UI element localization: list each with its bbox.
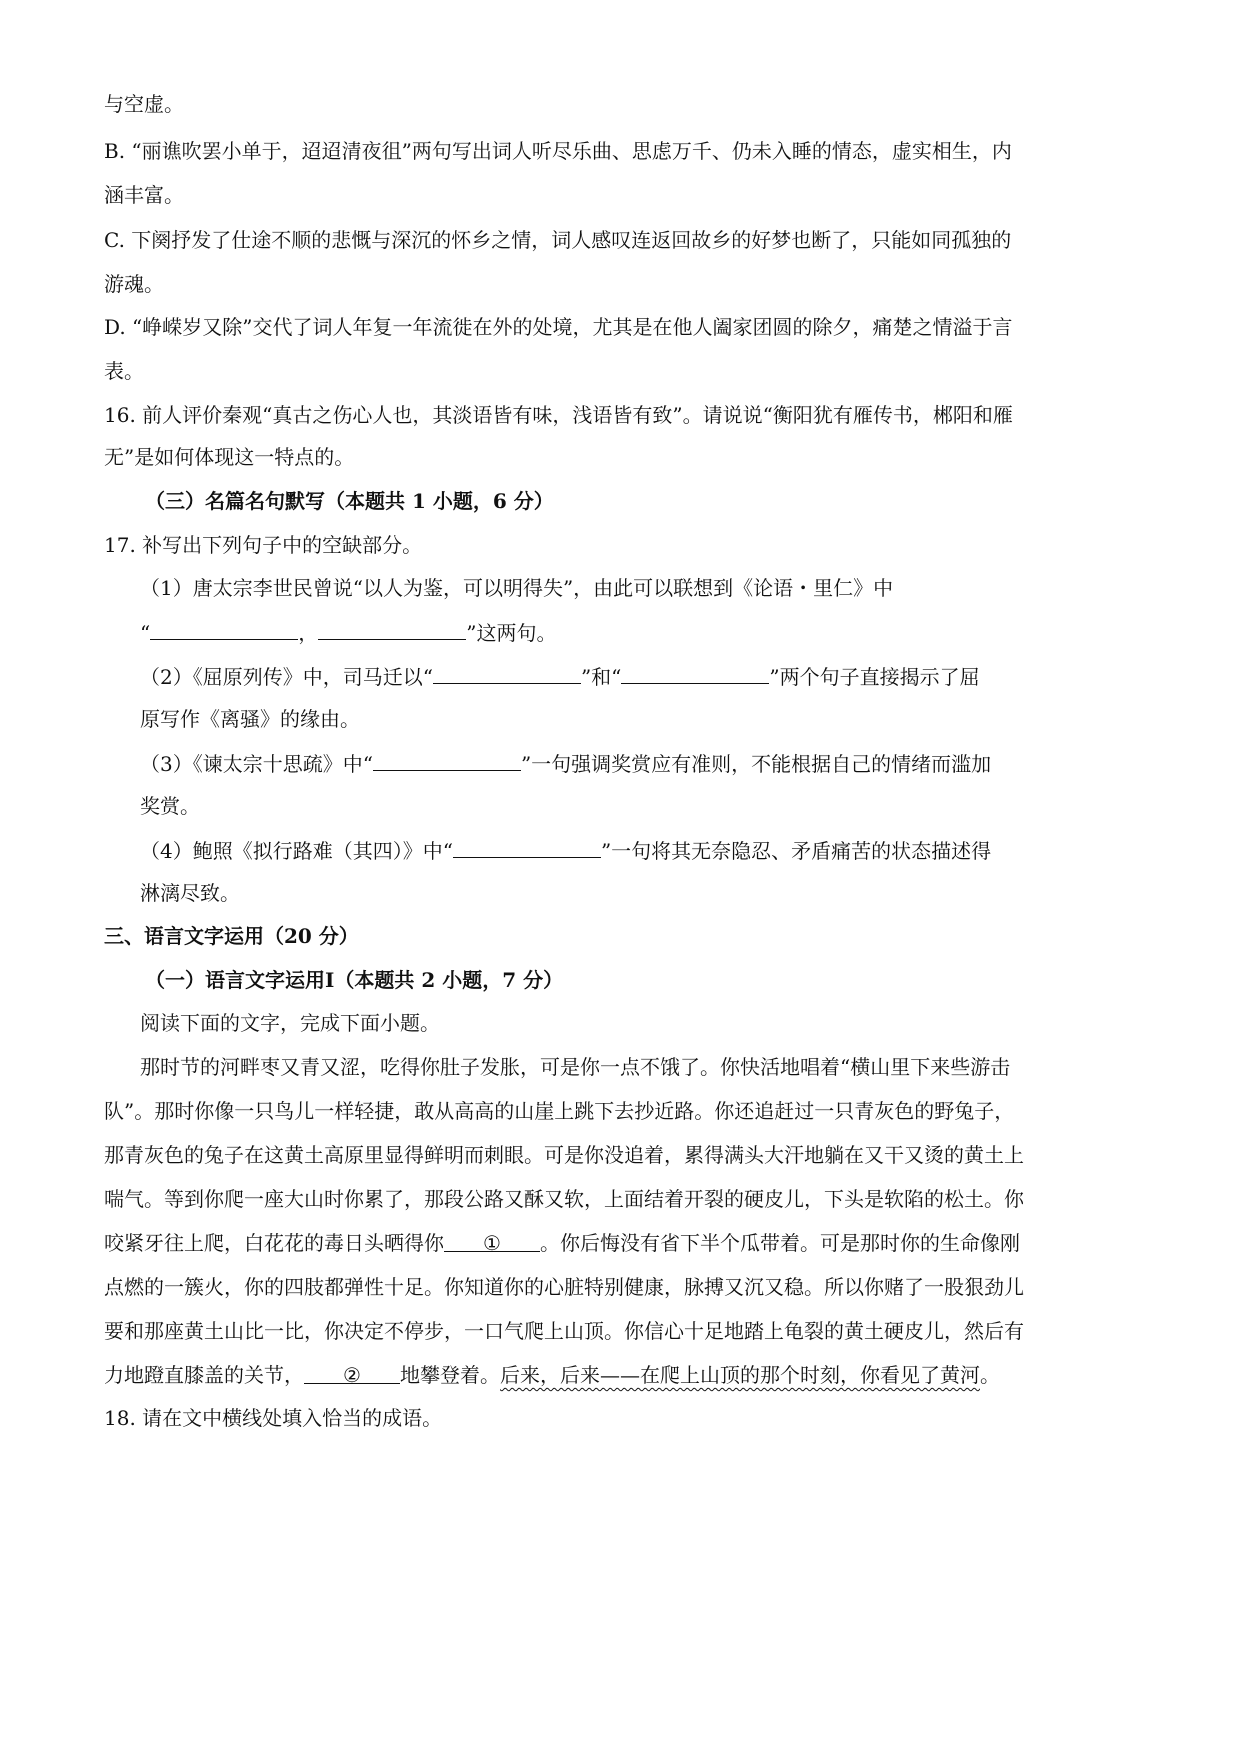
q17-item2-line2: 原写作《离骚》的缘由。 — [140, 707, 360, 731]
passage-line-5 — [104, 1229, 1020, 1257]
option-d-line2: 表。 — [104, 359, 144, 383]
option-a-continuation: 与空虚。 — [104, 92, 184, 116]
q17-item3-line1 — [140, 748, 991, 778]
question-16-line2: 无”是如何体现这一特点的。 — [104, 445, 355, 469]
passage-blank-1[interactable] — [444, 1229, 540, 1255]
item2-prefix: （2）《屈原列传》中，司马迁以“ — [140, 665, 433, 689]
passage-line-8 — [104, 1361, 1000, 1389]
passage-line-8-start: 力地蹬直膝盖的关节， — [104, 1363, 304, 1387]
passage-line-5-end: 。你后悔没有省下半个瓜带着。可是那时你的生命像刚 — [540, 1231, 1020, 1255]
answer-blank-2b[interactable] — [621, 661, 769, 684]
sub-heading-language-use-1: （一）语言文字运用Ⅰ（本题共 2 小题，7 分） — [145, 968, 564, 992]
blank-1-marker: ① — [483, 1231, 501, 1255]
option-c-line2: 游魂。 — [104, 272, 164, 296]
passage-line-3: 那青灰色的兔子在这黄土高原里显得鲜明而刺眼。可是你没追着，累得满头大汗地躺在又干又烫的黄土上 — [104, 1143, 1024, 1167]
q17-item1-line1: （1）唐太宗李世民曾说“以人为鉴，可以明得失”，由此可以联想到《论语・里仁》中 — [140, 576, 894, 600]
item3-prefix: （3）《谏太宗十思疏》中“ — [140, 752, 373, 776]
passage-blank-2[interactable] — [304, 1361, 400, 1387]
wavy-underlined-sentence: 后来，后来——在爬上山顶的那个时刻，你看见了黄河 — [500, 1363, 980, 1387]
item2-middle: ”和“ — [580, 665, 622, 689]
comma: ， — [298, 621, 319, 645]
passage-line-4: 喘气。等到你爬一座大山时你累了，那段公路又酥又软，上面结着开裂的硬皮儿，下头是软陷的松土。你 — [104, 1187, 1024, 1211]
option-b-line1: B. “丽谯吹罢小单于，迢迢清夜徂”两句写出词人听尽乐曲、思虑万千、仍未入睡的情态，虚实相生，内 — [104, 139, 1012, 163]
answer-blank-1a[interactable] — [150, 617, 298, 640]
q17-item4-line1 — [140, 835, 991, 865]
item2-suffix: ”两个句子直接揭示了屈 — [769, 665, 980, 689]
option-c-line1: C. 下阕抒发了仕途不顺的悲慨与深沉的怀乡之情，词人感叹连返回故乡的好梦也断了，只能如同孤独的 — [104, 228, 1012, 252]
q17-item4-line2: 淋漓尽致。 — [140, 881, 240, 905]
passage-line-2: 队”。那时你像一只鸟儿一样轻捷，敢从高高的山崖上跳下去抄近路。你还追赶过一只青灰色的野兔子， — [104, 1099, 1015, 1123]
item3-suffix: ”一句强调奖赏应有准则，不能根据自己的情绪而滥加 — [520, 752, 992, 776]
blank-2-marker: ② — [343, 1363, 361, 1387]
answer-blank-3[interactable] — [373, 748, 521, 771]
question-16-line1: 16. 前人评价秦观“真古之伤心人也，其淡语皆有味，浅语皆有致”。请说说“衡阳犹有雁传书，郴阳和雁 — [104, 403, 1013, 427]
item4-suffix: ”一句将其无奈隐忍、矛盾痛苦的状态描述得 — [600, 839, 992, 863]
q17-item2-line1 — [140, 661, 980, 691]
passage-line-6: 点燃的一簇火，你的四肢都弹性十足。你知道你的心脏特别健康，脉搏又沉又稳。所以你赌了一股狠劲儿 — [104, 1275, 1024, 1299]
passage-line-5-start: 咬紧牙往上爬，白花花的毒日头晒得你 — [104, 1231, 444, 1255]
q17-item1-line2 — [140, 617, 556, 647]
question-18-stem: 18. 请在文中横线处填入恰当的成语。 — [104, 1406, 443, 1430]
q17-item3-line2: 奖赏。 — [140, 794, 200, 818]
item4-prefix: （4）鲍照《拟行路难（其四）》中“ — [140, 839, 453, 863]
close-quote-text: ”这两句。 — [466, 621, 557, 645]
passage-line-8-middle: 地攀登着。 — [400, 1363, 500, 1387]
section-heading-recitation: （三）名篇名句默写（本题共 1 小题，6 分） — [145, 489, 554, 513]
part-heading-language-use: 三、语言文字运用（20 分） — [104, 924, 359, 948]
answer-blank-4[interactable] — [453, 835, 601, 858]
open-quote: “ — [140, 621, 151, 645]
question-17-stem: 17. 补写出下列句子中的空缺部分。 — [104, 533, 423, 557]
passage-line-7: 要和那座黄土山比一比，你决定不停步，一口气爬上山顶。你信心十足地踏上龟裂的黄土硬皮儿，然后有 — [104, 1319, 1024, 1343]
passage-line-8-end: 。 — [980, 1363, 1000, 1387]
passage-line-1: 那时节的河畔枣又青又涩，吃得你肚子发胀，可是你一点不饿了。你快活地唱着“横山里下来些游击 — [140, 1055, 1011, 1079]
answer-blank-1b[interactable] — [318, 617, 466, 640]
option-d-line1: D. “峥嵘岁又除”交代了词人年复一年流徙在外的处境，尤其是在他人阖家团圆的除夕，痛楚之情溢于言 — [104, 315, 1013, 339]
option-b-line2: 涵丰富。 — [104, 183, 184, 207]
reading-instruction: 阅读下面的文字，完成下面小题。 — [140, 1011, 440, 1035]
answer-blank-2a[interactable] — [433, 661, 581, 684]
